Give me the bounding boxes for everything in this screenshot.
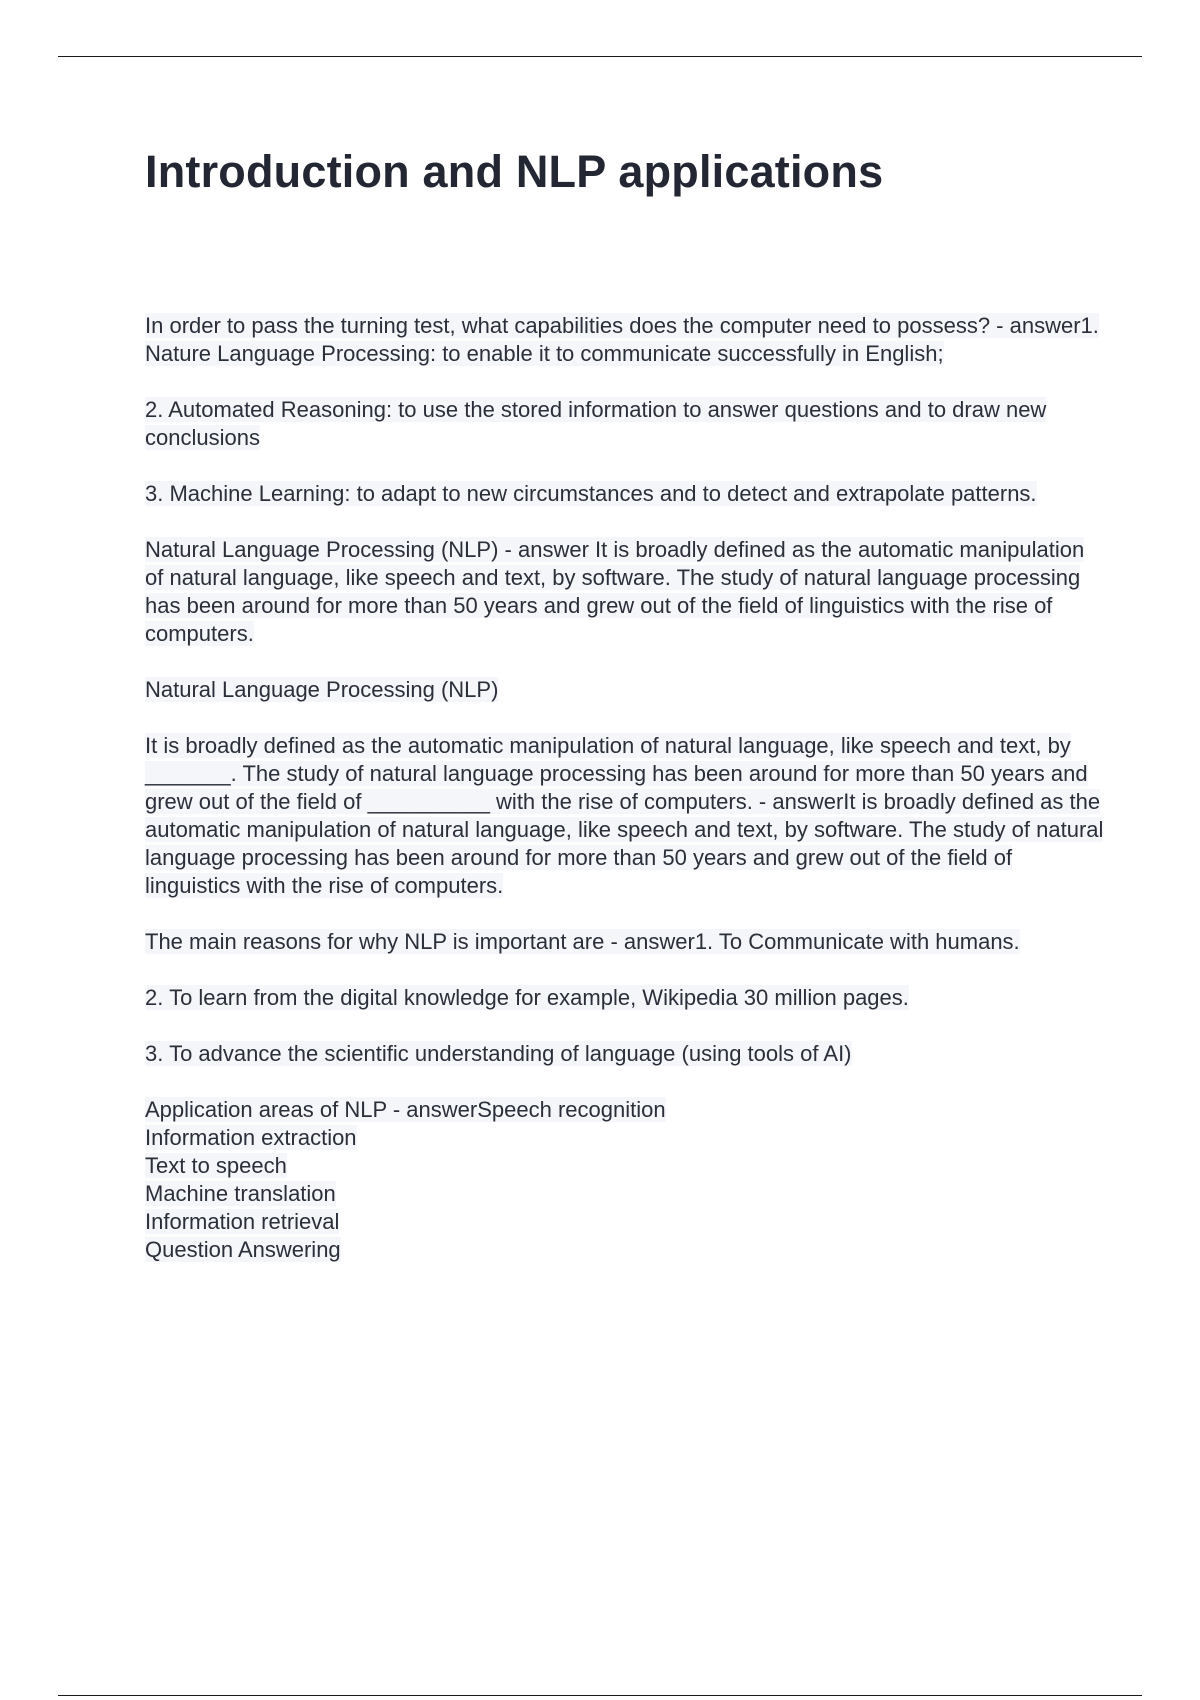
paragraph-turing-test: [145, 312, 1105, 368]
page-title: Introduction and NLP applications: [145, 146, 884, 197]
paragraph-text: Natural Language Processing (NLP) - answer It is broadly defined as the automatic manipulation of natural language, like speech and text, by software. The study of natural language processing has been around for more than 50 years and grew out of the field of linguistics with the rise of computers.: [145, 537, 1085, 646]
list-item: Question Answering: [145, 1237, 341, 1262]
top-rule: [58, 56, 1142, 57]
paragraph-nlp-importance: [145, 928, 1105, 956]
paragraph-text: It is broadly defined as the automatic manipulation of natural language, like speech and text, by _______. The study of natural language processing has been around for more than 50 years and grew out of the field of __________ with the rise of computers. - answerIt is broadly defined as the automatic manipulation of natural language, like speech and text, by software. The study of natural language processing has been around for more than 50 years and grew out of the field of linguistics with the rise of computers.: [145, 733, 1104, 898]
document-body: [145, 312, 1105, 1264]
list-item: Application areas of NLP - answerSpeech recognition: [145, 1097, 666, 1122]
list-item: Text to speech: [145, 1153, 287, 1178]
paragraph-digital-knowledge: [145, 984, 1105, 1012]
paragraph-nlp-heading: [145, 676, 1105, 704]
application-areas-list: [145, 1096, 1105, 1264]
list-item: Information retrieval: [145, 1209, 340, 1234]
list-item: Machine translation: [145, 1181, 336, 1206]
paragraph-machine-learning: [145, 480, 1105, 508]
paragraph-automated-reasoning: [145, 396, 1105, 452]
paragraph-text: The main reasons for why NLP is important are - answer1. To Communicate with humans.: [145, 929, 1020, 954]
paragraph-text: 2. To learn from the digital knowledge for example, Wikipedia 30 million pages.: [145, 985, 909, 1010]
paragraph-nlp-definition: [145, 536, 1105, 648]
list-item: Information extraction: [145, 1125, 357, 1150]
paragraph-text: 3. Machine Learning: to adapt to new circumstances and to detect and extrapolate patterns.: [145, 481, 1037, 506]
paragraph-text: 2. Automated Reasoning: to use the stored information to answer questions and to draw new conclusions: [145, 397, 1047, 450]
paragraph-text: Natural Language Processing (NLP): [145, 677, 499, 702]
paragraph-text: In order to pass the turning test, what capabilities does the computer need to possess? - answer1. Nature Language Processing: to enable it to communicate successfully in English;: [145, 313, 1099, 366]
paragraph-text: 3. To advance the scientific understanding of language (using tools of AI): [145, 1041, 852, 1066]
paragraph-scientific-understanding: [145, 1040, 1105, 1068]
bottom-rule: [58, 1695, 1142, 1696]
paragraph-nlp-fill-blank: [145, 732, 1105, 900]
